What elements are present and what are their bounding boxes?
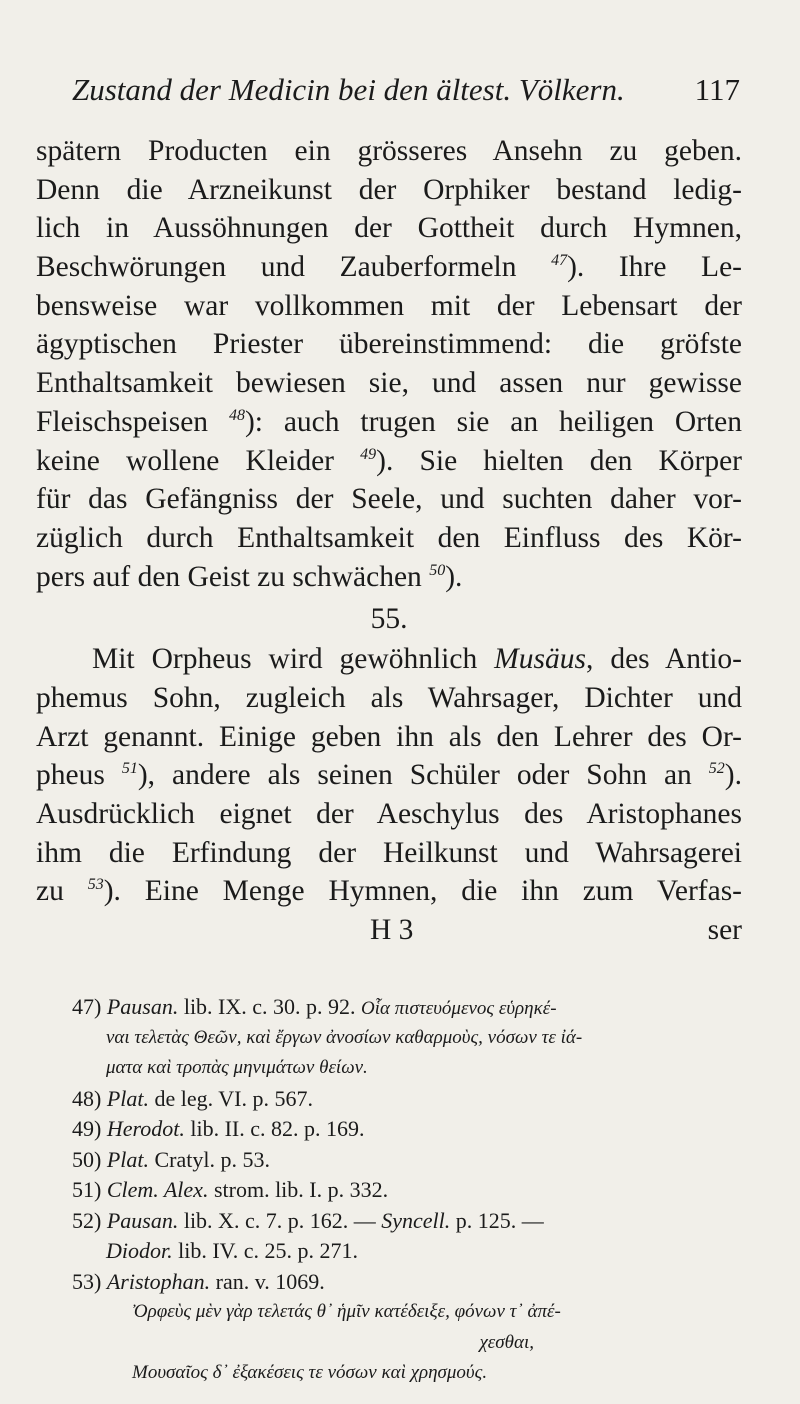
footnote-53: 53) Aristophan. ran. v. 1069.: [72, 1268, 325, 1294]
footnote-47: 47) Pausan. lib. IX. c. 30. p. 92. Οἷα πιστευόμενος εὑρηκέ-: [72, 994, 557, 1019]
text-line: Arzt genannt. Einige geben ihn als den Lehrer des Or-: [36, 720, 742, 753]
text-line: bensweise war vollkommen mit der Lebensart der: [36, 289, 742, 322]
catchword: ser: [707, 914, 742, 947]
page-number: 117: [694, 72, 740, 107]
main-text: [36, 132, 742, 947]
running-header: [72, 72, 740, 112]
text-line: Ausdrücklich eignet der Aeschylus des Aristophanes: [36, 798, 742, 830]
text-line: Mit Orpheus wird gewöhnlich Musäus, des Antio-: [92, 643, 742, 676]
text-line: züglich durch Enthaltsamkeit den Einfluss des Kör-: [36, 521, 742, 554]
text-line: pers auf den Geist zu schwächen $^{50}$).: [36, 560, 463, 593]
footnote-ref: 52: [708, 760, 725, 778]
footnote-53-greek: Μουσαῖος δ᾽ ἐξακέσεις τε νόσων καὶ χρησμούς.: [132, 1362, 488, 1383]
text-line: phemus Sohn, zugleich als Wahrsager, Dichter und: [36, 681, 742, 714]
footnote-ref: 51: [121, 760, 138, 778]
footnote-53-greek: χεσθαι,: [479, 1331, 534, 1353]
text-line: ägyptischen Priester übereinstimmend: die gröfste: [36, 328, 742, 361]
footnote-52-cont: Diodor. lib. IV. c. 25. p. 271.: [106, 1238, 358, 1263]
footnote-52: 52) Pausan. lib. X. c. 7. p. 162. — Syncell. p. 125. —: [72, 1207, 544, 1233]
text-line: Enthaltsamkeit bewiesen sie, und assen nur gewisse: [36, 367, 742, 400]
section-number: 55.: [370, 603, 408, 636]
footnote-47-greek: ναι τελετὰς Θεῶν, καὶ ἔργων ἀνοσίων καθαρμοὺς, νόσων τε ἰά-: [106, 1026, 583, 1048]
signature-mark: H 3: [370, 914, 414, 947]
footnote-ref: 53: [87, 876, 104, 894]
footnote-48: 48) Plat. de leg. VI. p. 567.: [72, 1085, 313, 1111]
text-line: keine wollene Kleider $^{49}$). Sie hielten den Körper: [36, 444, 742, 477]
text-line: Fleischspeisen $^{48}$): auch trugen sie an heiligen Orten: [36, 405, 742, 438]
text-line: ihm die Erfindung der Heilkunst und Wahrsagerei: [36, 836, 742, 869]
footnotes: [72, 992, 744, 1389]
footnote-51: 51) Clem. Alex. strom. lib. I. p. 332.: [72, 1177, 389, 1202]
footnote-50: 50) Plat. Cratyl. p. 53.: [72, 1146, 270, 1172]
signature-line: [36, 911, 742, 947]
text-line: zu $^{53}$). Eine Menge Hymnen, die ihn zum Verfas-: [36, 875, 742, 908]
running-title: Zustand der Medicin bei den ältest. Völkern.: [72, 72, 625, 107]
footnote-53-greek: Ὀρφεὺς μὲν γὰρ τελετάς θ᾽ ἡμῖν κατέδειξε, φόνων τ᾽ ἀπέ-: [132, 1301, 561, 1322]
text-line: lich in Aussöhnungen der Gottheit durch Hymnen,: [36, 212, 742, 245]
text-line: für das Gefängniss der Seele, und suchten daher vor-: [36, 483, 742, 516]
text-line: pheus $^{51}$), andere als seinen Schüler oder Sohn an $^{52}$).: [36, 759, 742, 792]
text-line: Denn die Arzneikunst der Orphiker bestand ledig-: [36, 173, 742, 206]
name-italic: Musäus: [494, 643, 586, 676]
footnote-ref: 47: [551, 252, 568, 270]
footnote-47-greek: ματα καὶ τροπὰς μηνιμάτων θείων.: [106, 1057, 368, 1078]
footnote-ref: 50: [429, 561, 446, 579]
text-line: Beschwörungen und Zauberformeln $^{47}$). Ihre Le-: [36, 251, 742, 284]
footnote-ref: 48: [228, 406, 245, 424]
footnote-ref: 49: [360, 445, 377, 463]
text-line: spätern Producten ein grösseres Ansehn zu geben.: [36, 135, 742, 167]
footnote-49: 49) Herodot. lib. II. c. 82. p. 169.: [72, 1116, 365, 1141]
